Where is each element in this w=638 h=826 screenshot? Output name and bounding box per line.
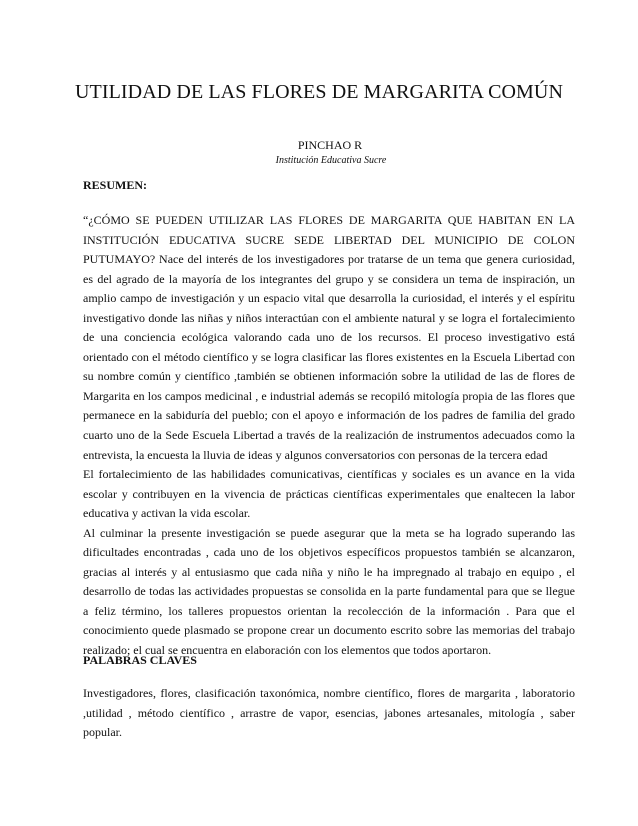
keywords-heading: PALABRAS CLAVES <box>83 653 197 667</box>
abstract-body <box>83 211 575 661</box>
abstract-heading: RESUMEN: <box>83 178 148 192</box>
author-institution: Institución Educativa Sucre <box>275 155 387 166</box>
abstract-paragraph: Al culminar la presente investigación se puede asegurar que la meta se ha logrado superando las dificultades encontradas , cada uno de los objetivos específicos propuestos también se alcanzaron, gracias al interés y al entusiasmo que cada niña y niño le ha impregnado al trabajo en equipo , el desarrollo de todas las actividades propuestas se consolida en la parte fundamental para que se llegue a feliz término, los talleres propuestos orientan la recolección de la información . Para que el conocimiento quede plasmado se propone crear un documento escrito sobre las memorias del trabajo realizado; el cual se encuentra en elaboración con los elementos que todos aportaron. <box>83 525 575 658</box>
abstract-paragraph: El fortalecimiento de las habilidades comunicativas, científicas y sociales es un avance en la vida escolar y contribuyen en la vivencia de prácticas científicas experimentales que enaltecen la labor educativa y activan la vida escolar. <box>83 467 575 521</box>
keywords-text: Investigadores, flores, clasificación taxonómica, nombre científico, flores de margarita , laboratorio ,utilidad , método científico , arrastre de vapor, esencias, jabones artesanales, mitología , saber popular. <box>83 686 575 740</box>
abstract-paragraph: “¿CÓMO SE PUEDEN UTILIZAR LAS FLORES DE MARGARITA QUE HABITAN EN LA INSTITUCIÓN EDUCATIVA SUCRE SEDE LIBERTAD DEL MUNICIPIO DE COLON PUTUMAYO? Nace del interés de los investigadores por tratarse de un tema que genera curiosidad, es del agrado de la mayoría de los integrantes del grupo y se considera un tema de inspiración, un amplio campo de investigación y un espacio vital que desarrolla la curiosidad, el interés y el espíritu investigativo donde las niñas y niños interactúan con el ambiente natural y se logra el fortalecimiento de una conciencia ecológica valorando cada uno de los recursos. El proceso investigativo está orientado con el método científico y se logra clasificar las flores existentes en la Escuela Libertad con su nombre común y científico ,también se obtienen información sobre la utilidad de las de flores de Margarita en los campos medicinal , e industrial además se recopiló mitología propia de las flores que permanece en la sabiduría del pueblo; con el apoyo e información de los padres de familia del grado cuarto uno de la Sede Escuela Libertad a través de la realización de instrumentos adecuados como la entrevista, la encuesta la lluvia de ideas y algunos conversatorios con personas de la tercera edad <box>83 213 575 462</box>
document-title: UTILIDAD DE LAS FLORES DE MARGARITA COMÚN <box>74 81 564 103</box>
author-name: PINCHAO R <box>297 138 363 152</box>
